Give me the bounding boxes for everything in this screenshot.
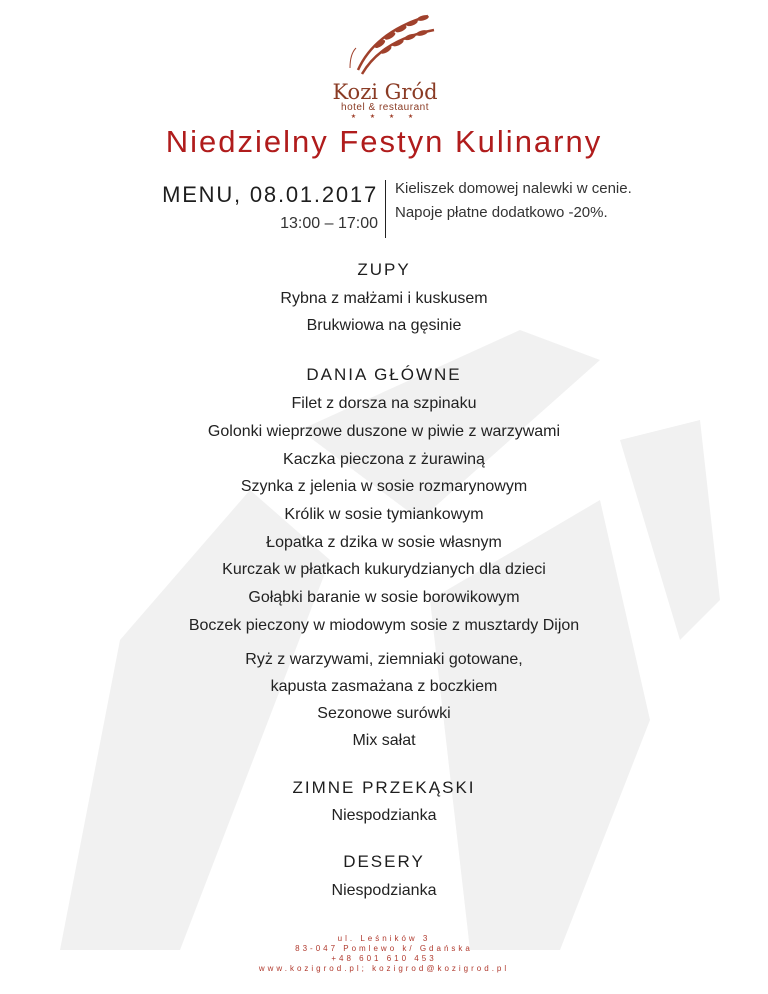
section-heading-zupy: ZUPY: [357, 260, 411, 279]
section-heading-dania: DANIA GŁÓWNE: [306, 365, 462, 384]
divider: [385, 180, 386, 238]
menu-item: Rybna z małżami i kuskusem: [280, 290, 488, 307]
menu-item: Kaczka pieczona z żurawiną: [283, 451, 485, 468]
side-item: Mix sałat: [352, 732, 416, 749]
footer-phone: +48 601 610 453: [331, 954, 437, 963]
logo-stars: ★ ★ ★ ★: [350, 114, 420, 120]
note-line: Napoje płatne dodatkowo -20%.: [395, 204, 608, 221]
note-line: Kieliszek domowej nalewki w cenie.: [395, 180, 632, 197]
section-heading-zimne: ZIMNE PRZEKĄSKI: [292, 778, 476, 797]
logo-subtitle: hotel & restaurant: [341, 102, 429, 113]
menu-item: Niespodzianka: [331, 882, 437, 899]
section-heading-desery: DESERY: [343, 852, 425, 871]
menu-item: Golonki wieprzowe duszone w piwie z warzywami: [207, 423, 561, 440]
menu-item: Królik w sosie tymiankowym: [284, 506, 484, 523]
menu-date: MENU, 08.01.2017: [162, 182, 378, 207]
menu-item: Szynka z jelenia w sosie rozmarynowym: [240, 478, 528, 495]
menu-item: Filet z dorsza na szpinaku: [291, 395, 477, 412]
side-item: Sezonowe surówki: [317, 705, 451, 722]
menu-item: Łopatka z dzika w sosie własnym: [266, 534, 502, 551]
page-title: Niedzielny Festyn Kulinarny: [165, 124, 603, 159]
menu-item: Niespodzianka: [331, 807, 437, 824]
footer-address: ul. Leśników 3: [337, 934, 431, 943]
menu-time: 13:00 – 17:00: [280, 215, 378, 232]
footer-web-link[interactable]: www.kozigrod.pl; kozigrod@kozigrod.pl: [258, 964, 510, 973]
wheat-icon: [310, 8, 460, 80]
footer-city: 83-047 Pomlewo k/ Gdańska: [295, 944, 473, 953]
menu-item: Kurczak w płatkach kukurydzianych dla dzieci: [222, 561, 546, 578]
logo: [310, 8, 460, 120]
menu-item: Gołąbki baranie w sosie borowikowym: [248, 589, 520, 606]
menu-item: Boczek pieczony w miodowym sosie z musztardy Dijon: [188, 617, 580, 634]
side-item: kapusta zasmażana z boczkiem: [270, 678, 498, 695]
logo-name: Kozi Gród: [332, 80, 438, 104]
side-item: Ryż z warzywami, ziemniaki gotowane,: [245, 651, 523, 668]
menu-item: Brukwiowa na gęsinie: [306, 317, 462, 334]
